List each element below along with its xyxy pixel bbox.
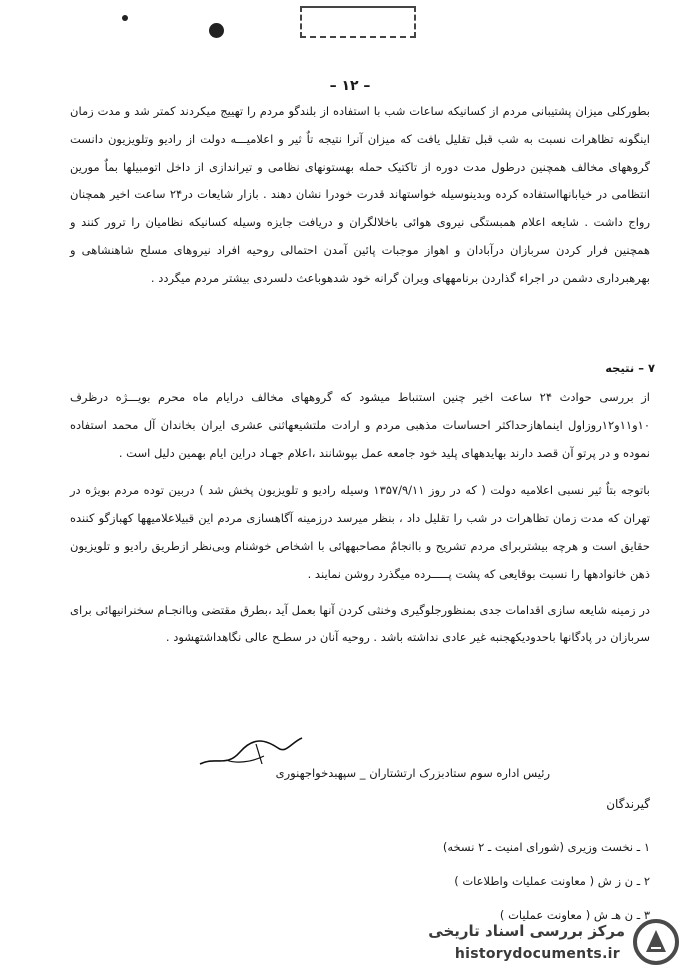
- signatory-line: رئیس اداره سوم ستادبزرک ارتشتاران _ سپهبدخواجهنوری: [275, 766, 550, 780]
- recipients-heading: گیرندگان: [606, 797, 650, 811]
- recipient-item: ۲ ـ ن ز ش ( معاونت عملیات واطلاعات ): [454, 874, 650, 888]
- conclusion-paragraph: باتوجه بتاٌ ثیر نسبی اعلامیه دولت ( که در روز ۱۳۵۷/۹/۱۱ وسیله رادیو و تلویزیون پخش شد ) دربین توده مردم بویژه در تهران که مدت زمان تظاهرات در شب را تقلیل داد ، بنظر میرسد درزمینه آگاهسازی مردم این قبیلاعلامیهها کهبازگو کننده حقایق است و هرچه بیشتربرای مردم تشریح و باانجامٌ مصاحبههائی با اشخاص خوشنام وبی‌نظر ازطریق رادیو و تلویزیون ذهن خانوادهها را نسبت بوقایعی که پشت پـــــرده میگذرد روشن نمایند .: [70, 483, 650, 581]
- recipient-item: ۳ ـ ن هـ ش ( معاونت عملیات ): [499, 908, 650, 922]
- watermark-url: historydocuments.ir: [454, 946, 620, 962]
- watermark-text: مرکز بررسی اسناد تاریخی: [428, 922, 625, 940]
- section-heading: [505, 361, 655, 375]
- body-paragraph: بطورکلی میزان پشتیبانی مردم از کسانیکه ساعات شب با استفاده از بلندگو مردم را تهییج میکردند کمتر شد و مدت زمان اینگونه تظاهرات نسبت به شب قبل تقلیل یافت که میزان آنرا نتیجه تاٌ ثیر و اعلامیـــه دولت از رادیو وتلویزیون دانست گروههای مخالف همچنین درطول مدت دوره از تاکتیک حمله بهستونهای نظامی و تیراندازی از داخل اتومبیلها بماٌ مورین انتظامی در خیابانهااستفاده کرده وبدینوسیله خواستهاند قدرت خودرا نشان دهند . بازار شایعات در۲۴ ساعت اخیر همچنان رواج داشت . شایعه اعلام همبستگی نیروی هوائی باخلالگران و دریافت جایزه وسیله کسانیکه نظامیان را ترور کنند و همچنین فرار کردن سربازان درآبادان و اهواز موجبات پائین آمدن احتمالی روحیه افراد نیروهای مسلح شاهنشاهی و بهرهبرداری دشمن در اجراء گذاردن برنامههای ویران گرانه خود شدهوباعث دلسردی بیشتر مردم میگردد .: [70, 104, 650, 285]
- header-stamp: [300, 6, 416, 38]
- conclusion-paragraph: از بررسی حوادث ۲۴ ساعت اخیر چنین استنباط میشود که گروههای مخالف درایام ماه محرم بویـــژه درظرف ۱۰و۱۱و۱۲روزاول اینماهازحداکثر احساسات مذهبی مردم و ارادت ملتشیعهاثنی عشری ایران بخاندان آل محمد استفاده نموده و در پرتو آن قصد دارند بهایدههای پلید خود جامعه عمل بپوشانند ،اعلام جهـاد دراین ایام بهمین دلیل است .: [70, 390, 650, 460]
- conclusion-paragraph: در زمینه شایعه سازی اقدامات جدی بمنظورجلوگیری وخنثی کردن آنها بعمل آید ،بطرق مقتضی وباانجـام سخنرانیهائی برای سربازان در پادگانها باحدودیکهجنبه غیر عادی نداشته باشد . روحیه آنان در سطـح عالی نگاهداشتهشود .: [70, 602, 650, 645]
- section-title: نتیجه: [605, 361, 635, 375]
- conclusion-block: [70, 384, 650, 652]
- punch-hole-mark: [122, 15, 128, 21]
- section-number: ۷ –: [638, 361, 655, 375]
- punch-hole-mark: [209, 23, 224, 38]
- historydocuments-logo-icon: [632, 918, 680, 966]
- page-number: – ۱۲ –: [329, 78, 371, 94]
- situation-paragraph-block: [70, 98, 650, 293]
- recipient-item: ۱ ـ نخست وزیری (شورای امنیت ـ ۲ نسخه): [442, 840, 650, 854]
